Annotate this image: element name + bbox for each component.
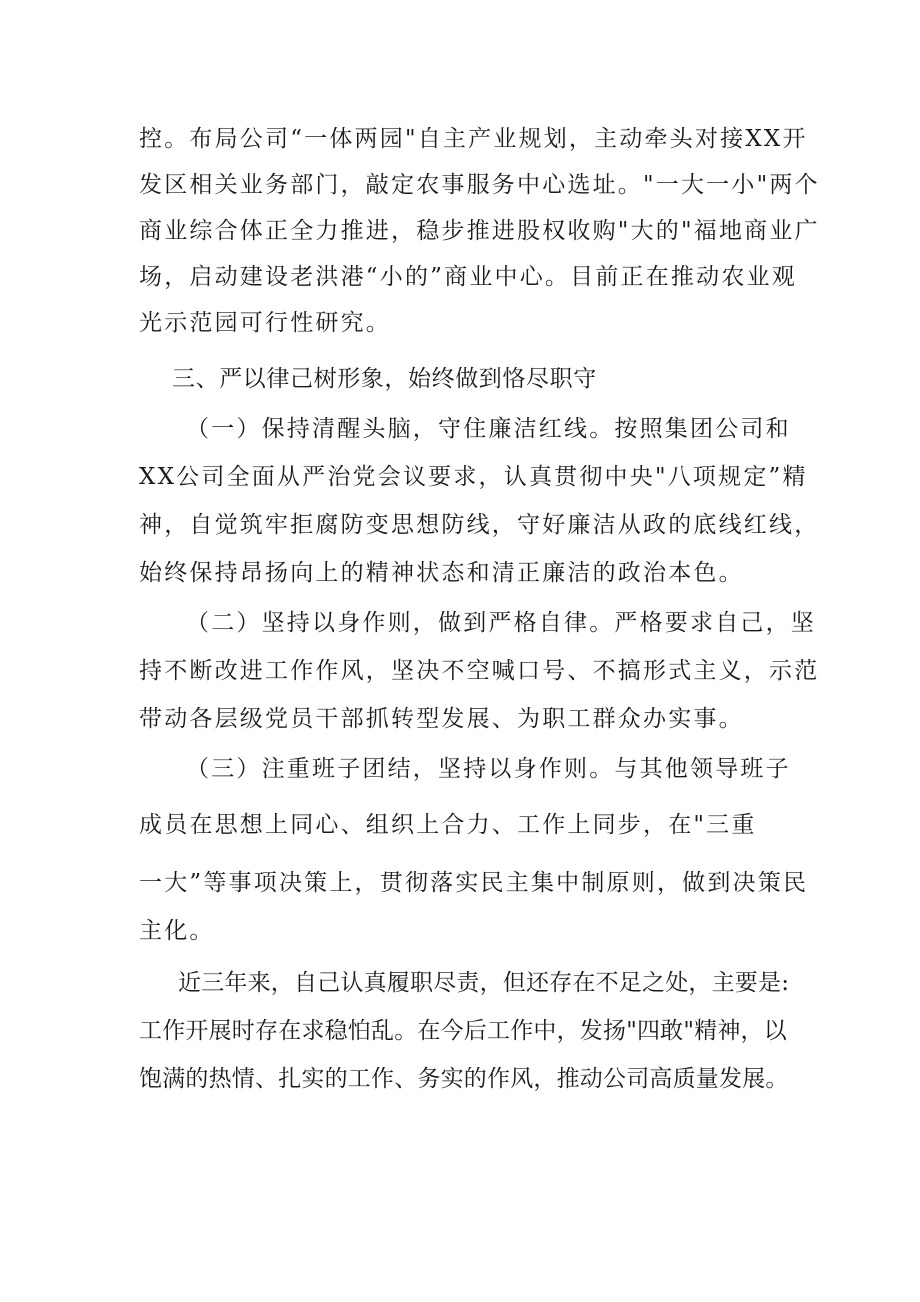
paragraph-line: 带动各层级党员干部抓转型发展、为职工群众办实事。	[139, 706, 744, 732]
paragraph-line: 始终保持昂扬向上的精神状态和清正廉洁的政治本色。	[139, 560, 744, 586]
paragraph-line: 控。布局公司“一体两园"自主产业规划，主动牵头对接XX开	[139, 126, 808, 152]
paragraph-line: 主化。	[139, 918, 215, 944]
summary-line: 工作开展时存在求稳怕乱。在今后工作中，发扬"四敢"精神，以	[139, 1018, 787, 1044]
subsection-line: （二）坚持以身作则，做到严格自律。严格要求自己，坚	[186, 610, 816, 636]
paragraph-line: 持不断改进工作作风，坚决不空喊口号、不搞形式主义，示范	[139, 658, 820, 684]
paragraph-line: 光示范园可行性研究。	[139, 310, 391, 336]
paragraph-line: 商业综合体正全力推进，稳步推进股权收购"大的"福地商业广	[139, 218, 820, 244]
paragraph-line: 成员在思想上同心、组织上合力、工作上同步，在"三重	[139, 812, 757, 838]
summary-line: 近三年来，自己认真履职尽责，但还存在不足之处，主要是:	[178, 970, 790, 996]
paragraph-line: 场，启动建设老洪港“小的”商业中心。目前正在推动农业观	[139, 264, 797, 290]
paragraph-line: 发区相关业务部门，敲定农事服务中心选址。"一大一小"两个	[139, 172, 820, 198]
paragraph-line: XX公司全面从严治党会议要求，认真贯彻中央"八项规定”精	[139, 464, 808, 490]
subsection-line: （一）保持清醒头脑，守住廉洁红线。按照集团公司和	[186, 416, 791, 442]
section-heading: 三、严以律己树形象，始终做到恪尽职守	[172, 366, 597, 392]
paragraph-line: 一大”等事项决策上，贯彻落实民主集中制原则，做到决策民	[139, 870, 809, 896]
summary-line: 饱满的热情、扎实的工作、务实的作风，推动公司高质量发展。	[139, 1066, 789, 1092]
subsection-line: （三）注重班子团结，坚持以身作则。与其他领导班子	[186, 756, 791, 782]
paragraph-line: 神，自觉筑牢拒腐防变思想防线，守好廉洁从政的底线红线，	[139, 512, 820, 538]
